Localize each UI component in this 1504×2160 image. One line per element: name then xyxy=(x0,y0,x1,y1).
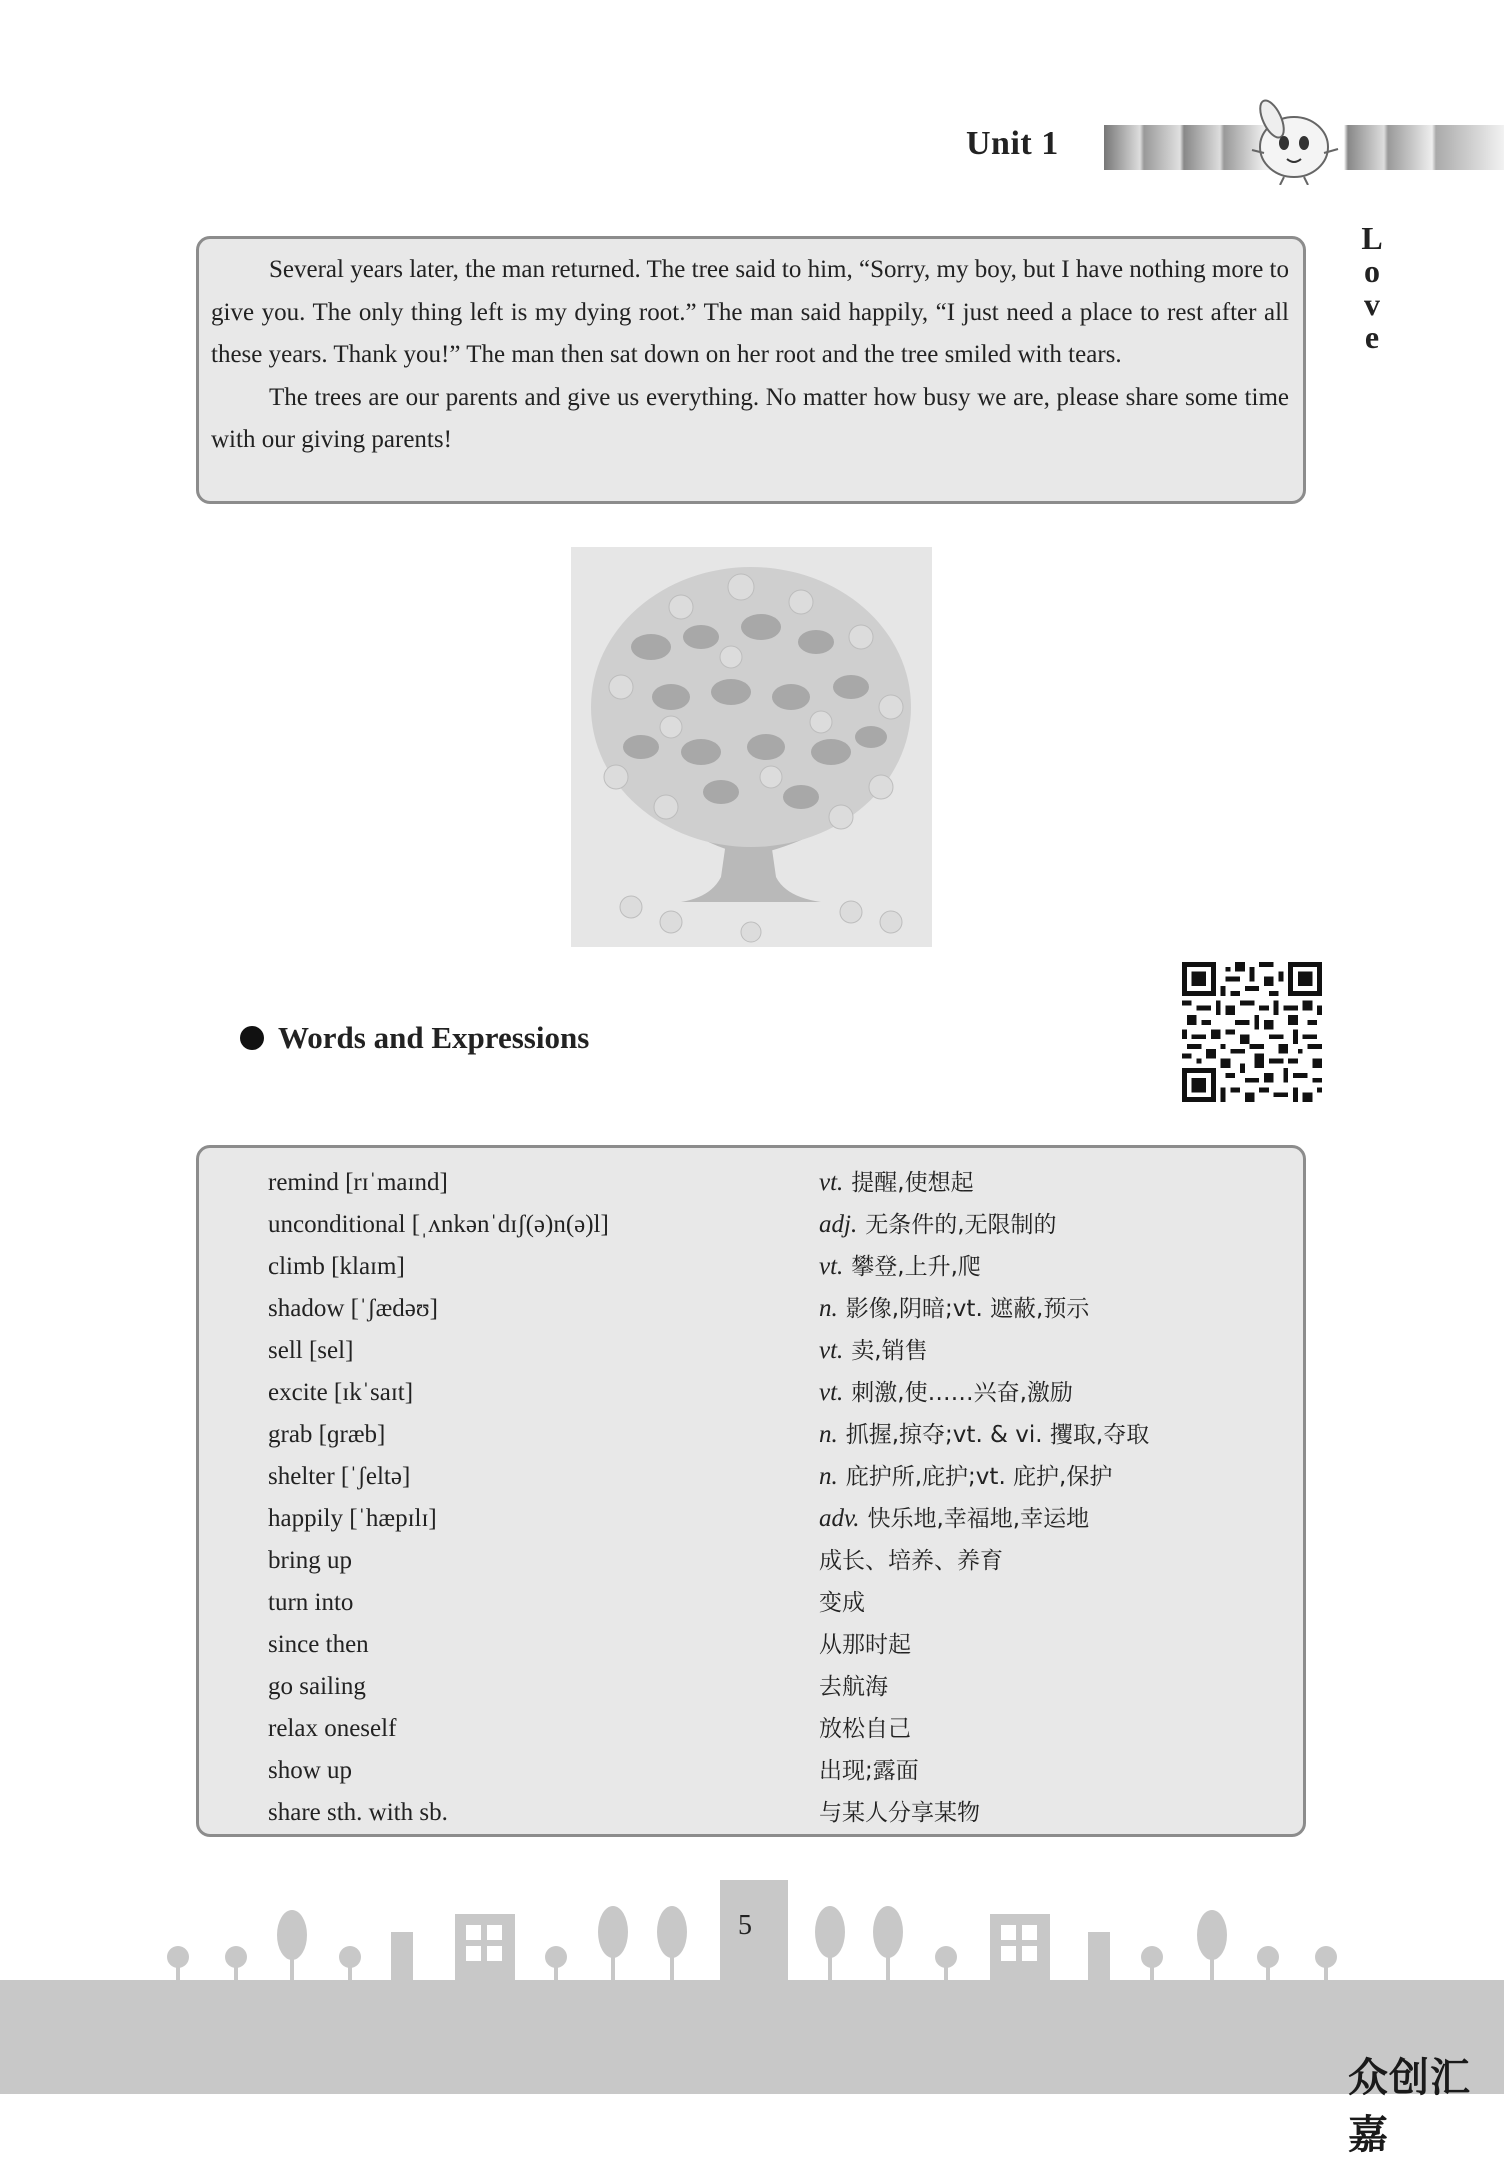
vocab-term: sell [sel] xyxy=(268,1337,354,1364)
story-box xyxy=(196,236,1306,504)
brand-watermark: 众创汇嘉 xyxy=(1348,2055,1471,2158)
vocab-definition: 影像,阴暗;vt. 遮蔽,预示 xyxy=(845,1296,1090,1322)
vocab-meaning xyxy=(819,1792,980,1834)
vocab-term: happily [ˈhæpɪlɪ] xyxy=(268,1505,437,1532)
side-word-love xyxy=(1357,222,1387,354)
vocab-term: go sailing xyxy=(268,1673,366,1700)
mascot-icon xyxy=(1242,95,1342,185)
vocab-meaning xyxy=(819,1708,911,1750)
vocab-meaning xyxy=(819,1372,1073,1414)
vocab-pos: n. xyxy=(819,1295,838,1322)
story-paragraph: The trees are our parents and give us everything. No matter how busy we are, please share some time with our giving parents! xyxy=(211,383,1289,453)
vocab-definition: 抓握,掠夺;vt. & vi. 攫取,夺取 xyxy=(845,1422,1150,1448)
vocab-meaning xyxy=(819,1204,1057,1246)
vocabulary-box xyxy=(196,1145,1306,1837)
side-letter: e xyxy=(1364,319,1380,355)
vocab-row xyxy=(199,1204,1303,1246)
vocab-meaning xyxy=(819,1666,888,1708)
vocab-row xyxy=(199,1666,1303,1708)
vocab-row xyxy=(199,1750,1303,1792)
vocab-meaning xyxy=(819,1540,1003,1582)
vocab-meaning xyxy=(819,1162,974,1204)
vocab-pos: vt. xyxy=(819,1379,844,1406)
vocab-term: climb [klaɪm] xyxy=(268,1253,405,1280)
vocab-row xyxy=(199,1414,1303,1456)
vocab-row xyxy=(199,1540,1303,1582)
vocab-term: turn into xyxy=(268,1589,354,1616)
vocab-term: shadow [ˈʃædəʊ] xyxy=(268,1295,438,1322)
vocab-definition: 刺激,使……兴奋,激励 xyxy=(851,1380,1073,1406)
side-letter: o xyxy=(1364,253,1380,289)
vocab-term: unconditional [ˌʌnkənˈdɪʃ(ə)n(ə)l] xyxy=(268,1211,609,1238)
page-number: 5 xyxy=(738,1910,752,1941)
vocab-term: excite [ɪkˈsaɪt] xyxy=(268,1379,414,1406)
vocab-definition: 出现;露面 xyxy=(819,1758,919,1784)
vocab-pos: vt. xyxy=(819,1337,844,1364)
vocab-term: bring up xyxy=(268,1547,353,1574)
vocab-meaning xyxy=(819,1498,1089,1540)
vocab-meaning xyxy=(819,1414,1149,1456)
vocab-term: shelter [ˈʃeltə] xyxy=(268,1463,411,1490)
vocab-row xyxy=(199,1624,1303,1666)
vocab-meaning xyxy=(819,1624,911,1666)
vocab-definition: 与某人分享某物 xyxy=(819,1800,980,1826)
unit-title: Unit 1 xyxy=(966,125,1059,162)
vocab-pos: adv. xyxy=(819,1505,860,1532)
vocab-row xyxy=(199,1582,1303,1624)
vocab-row xyxy=(199,1372,1303,1414)
story-paragraph: Several years later, the man returned. The tree said to him, “Sorry, my boy, but I have nothing more to give you. The only thing left is my dying root.” The man said happily, “I just need a place to rest after all these years. Thank you!” The man then sat down on her root and the tree smiled with tears. xyxy=(211,256,1289,368)
vocab-meaning xyxy=(819,1330,928,1372)
vocab-row xyxy=(199,1288,1303,1330)
vocab-term: grab [ɡræb] xyxy=(268,1421,386,1448)
vocab-definition: 变成 xyxy=(819,1590,865,1616)
vocab-definition: 快乐地,幸福地,幸运地 xyxy=(867,1506,1090,1532)
vocab-meaning xyxy=(819,1750,919,1792)
vocab-term: share sth. with sb. xyxy=(268,1799,448,1826)
vocab-definition: 从那时起 xyxy=(819,1632,911,1658)
vocab-term: since then xyxy=(268,1631,369,1658)
vocab-meaning xyxy=(819,1246,981,1288)
vocab-definition: 无条件的,无限制的 xyxy=(865,1212,1057,1238)
vocab-definition: 庇护所,庇护;vt. 庇护,保护 xyxy=(845,1464,1113,1490)
section-title: Words and Expressions xyxy=(278,1020,590,1055)
vocab-definition: 攀登,上升,爬 xyxy=(851,1254,981,1280)
side-letter: L xyxy=(1361,220,1383,256)
vocab-row xyxy=(199,1708,1303,1750)
vocab-row xyxy=(199,1246,1303,1288)
vocab-row xyxy=(199,1330,1303,1372)
vocab-row xyxy=(199,1792,1303,1834)
paper-tree-image xyxy=(571,547,932,947)
vocab-pos: vt. xyxy=(819,1253,844,1280)
vocab-row xyxy=(199,1498,1303,1540)
side-letter: v xyxy=(1364,286,1380,322)
qr-code[interactable] xyxy=(1182,962,1322,1102)
vocab-term: relax oneself xyxy=(268,1715,397,1742)
vocab-meaning xyxy=(819,1456,1112,1498)
vocab-pos: vt. xyxy=(819,1169,844,1196)
vocab-pos: n. xyxy=(819,1463,838,1490)
vocab-meaning xyxy=(819,1582,865,1624)
vocab-term: remind [rɪˈmaɪnd] xyxy=(268,1169,448,1196)
vocab-row xyxy=(199,1162,1303,1204)
footer-city-scene xyxy=(0,1870,1504,2094)
vocab-meaning xyxy=(819,1288,1089,1330)
section-heading xyxy=(240,1020,589,1056)
vocab-pos: adj. xyxy=(819,1211,858,1238)
bullet-icon xyxy=(240,1026,264,1050)
vocab-definition: 成长、培养、养育 xyxy=(819,1548,1003,1574)
vocab-pos: n. xyxy=(819,1421,838,1448)
vocab-definition: 放松自己 xyxy=(819,1716,911,1742)
vocab-definition: 提醒,使想起 xyxy=(851,1170,974,1196)
vocab-definition: 去航海 xyxy=(819,1674,888,1700)
vocab-term: show up xyxy=(268,1757,353,1784)
vocab-definition: 卖,销售 xyxy=(851,1338,928,1364)
vocab-row xyxy=(199,1456,1303,1498)
